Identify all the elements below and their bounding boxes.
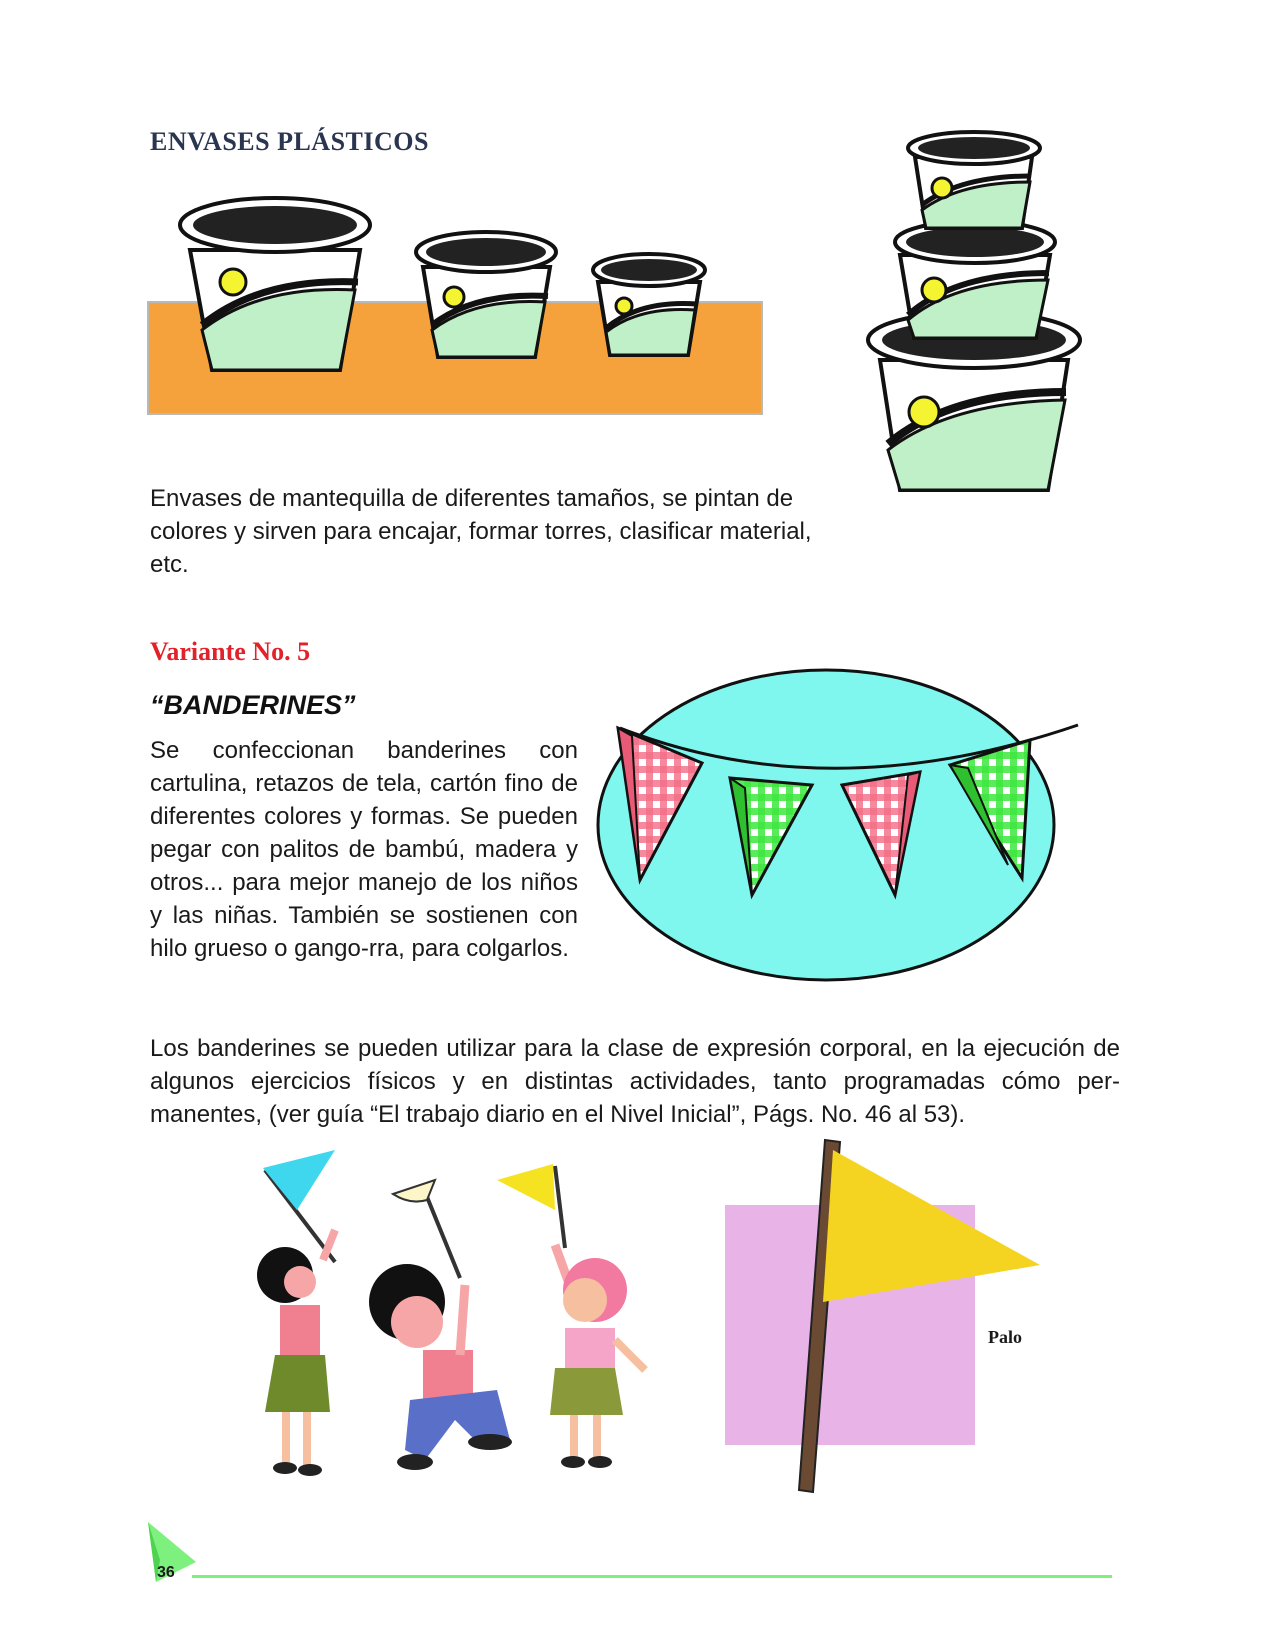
section-title: ENVASES PLÁSTICOS: [150, 127, 429, 156]
flag-on-stick-diagram: [715, 1130, 1045, 1510]
banderines-title: “BANDERINES”: [150, 690, 356, 720]
footer-line: [192, 1575, 1112, 1578]
stacked-containers-illustration: [860, 130, 1090, 510]
uso-description: Los banderines se pueden utilizar para la clase de expresión corporal, en la ejecución de algunos ejercicios físicos y en distintas actividades, tanto programadas cómo per-manentes, (ver guía “El trabajo diario en el Nivel Inicial”, Págs. No. 46 al 53).: [150, 1035, 1120, 1128]
palo-label: Palo: [988, 1327, 1022, 1347]
banderines-description: Se confeccionan banderines con cartulina, retazos de tela, cartón fino de diferentes colores y formas. Se pueden pegar con palitos de bambú, madera y otros... para mejor manejo de los niños y las niñas. También se sostienen con hilo grueso o gango-rra, para colgarlos.: [150, 737, 578, 962]
children-with-flags-illustration: [235, 1150, 685, 1500]
variant-title: Variante No. 5: [150, 637, 311, 666]
butter-containers-illustration: [140, 190, 770, 420]
bunting-flags-illustration: [590, 640, 1090, 1000]
envases-description: Envases de mantequilla de diferentes tamaños, se pintan de colores y sirven para encajar, formar torres, clasificar material, etc.: [150, 485, 812, 578]
page-number: 36: [157, 1564, 175, 1581]
